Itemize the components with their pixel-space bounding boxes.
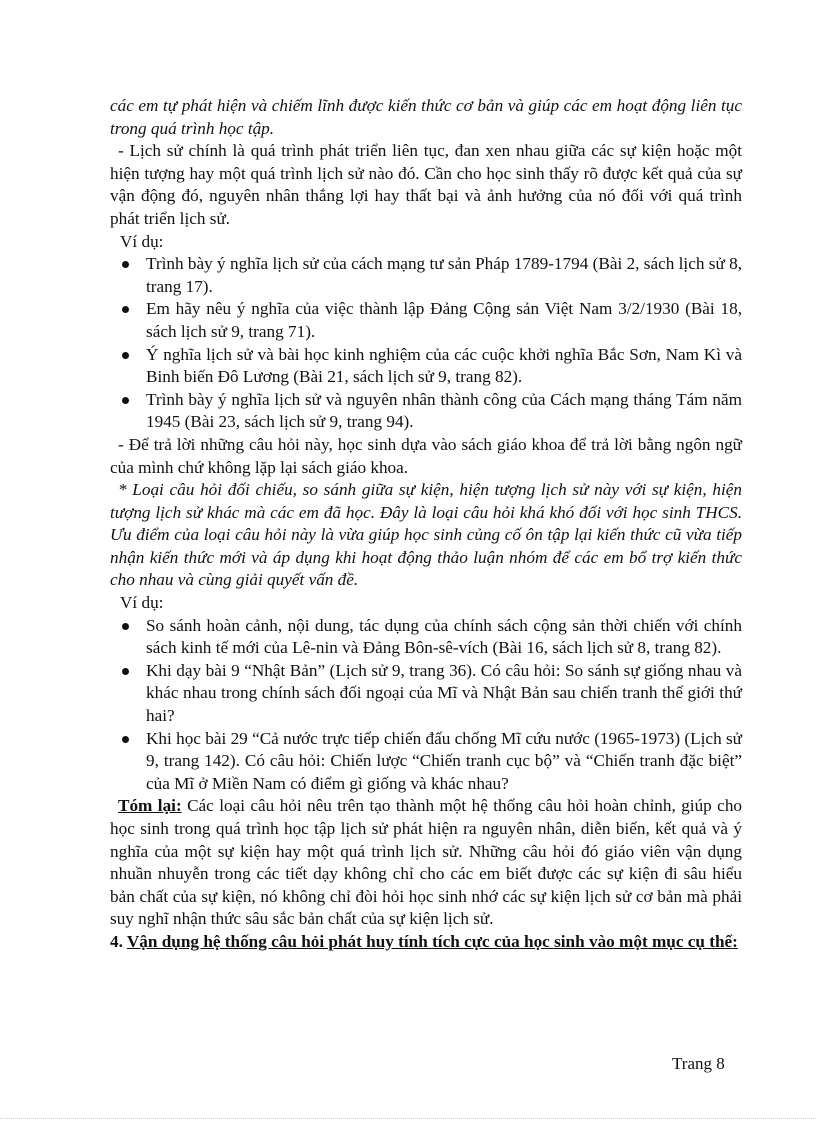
section-title: Vận dụng hệ thống câu hỏi phát huy tính tích cực của học sinh vào một mục cụ thể: [126,931,738,951]
list-item: Khi học bài 29 “Cả nước trực tiếp chiến đấu chống Mĩ cứu nước (1965-1973) (Lịch sử 9, trang 142). Có câu hỏi: Chiến lược “Chiến tranh cục bộ” và “Chiến tranh đặc biệt” của Mĩ ở Miền Nam có điểm gì giống và khác nhau? [110,728,742,796]
list-item: Khi dạy bài 9 “Nhật Bản” (Lịch sử 9, trang 36). Có câu hỏi: So sánh sự giống nhau và khác nhau trong chính sách đối ngoại của Mĩ và Nhật Bản sau chiến tranh thế giới thứ hai? [110,660,742,728]
bullet-icon [122,623,129,630]
bullet-icon [122,352,129,359]
summary-text: Các loại câu hỏi nêu trên tạo thành một hệ thống câu hỏi hoàn chỉnh, giúp cho học sinh trong quá trình học tập lịch sử phát hiện ra nguyên nhân, diễn biến, kết quả và ý nghĩa của một sự kiện hay một quá trình lịch sử. Những câu hỏi đó giáo viên vận dụng nhuần nhuyễn trong các tiết dạy không chỉ cho các em biết được các sự kiện đi sâu hiểu bản chất của sự kiện, nó không chỉ đòi hỏi học sinh nhớ các sự kiện lịch sử cơ bản mà phải suy nghĩ nhận thức sâu sắc bản chất của sự kiện lịch sử. [110,796,743,929]
list-item: Em hãy nêu ý nghĩa của việc thành lập Đảng Cộng sản Việt Nam 3/2/1930 (Bài 18, sách lịch sử 9, trang 71). [110,298,742,343]
compare-paragraph: * Loại câu hỏi đối chiếu, so sánh giữa sự kiện, hiện tượng lịch sử này với sự kiện, hiện tượng lịch sử khác mà các em đã học. Đây là loại câu hỏi khá khó đối với học sinh THCS. Ưu điểm của loại câu hỏi này là vừa giúp học sinh củng cố ôn tập lại kiến thức cũ vừa tiếp nhận kiến thức mới và áp dụng khi hoạt động thảo luận nhóm để các em bổ trợ kiến thức cho nhau và cùng giải quyết vấn đề. [110,480,742,590]
example-list-1 [110,253,742,434]
answer-paragraph: - Để trả lời những câu hỏi này, học sinh dựa vào sách giáo khoa để trả lời bằng ngôn ngữ của mình chứ không lặp lại sách giáo khoa. [110,434,742,477]
page-edge-divider [0,1118,816,1119]
section-number: 4. [110,931,127,951]
bullet-icon [122,668,129,675]
bullet-icon [122,736,129,743]
list-item: Trình bày ý nghĩa lịch sử và nguyên nhân thành công của Cách mạng tháng Tám năm 1945 (Bài 23, sách lịch sử 9, trang 94). [110,389,742,434]
summary-label: Tóm lại: [118,796,182,816]
intro-paragraph: các em tự phát hiện và chiếm lĩnh được kiến thức cơ bản và giúp các em hoạt động liên tục trong quá trình học tập. [110,96,742,138]
list-item: Ý nghĩa lịch sử và bài học kinh nghiệm của các cuộc khởi nghĩa Bắc Sơn, Nam Kì và Binh biến Đô Lương (Bài 21, sách lịch sử 9, trang 82). [110,344,742,389]
example-list-2 [110,615,742,796]
page-number: Trang 8 [672,1054,725,1073]
summary-paragraph [110,795,742,931]
bullet-icon [122,397,129,404]
list-item: So sánh hoàn cảnh, nội dung, tác dụng của chính sách cộng sản thời chiến với chính sách kinh tế mới của Lê-nin và Đảng Bôn-sê-vích (Bài 16, sách lịch sử 8, trang 82). [110,615,742,660]
history-paragraph: - Lịch sử chính là quá trình phát triển liên tục, đan xen nhau giữa các sự kiện hoặc một hiện tượng hay một quá trình lịch sử nào đó. Cần cho học sinh thấy rõ được kết quả của sự vận động đó, nguyên nhân thắng lợi hay thất bại và ảnh hưởng của nó đối với quá trình phát triển lịch sử. [110,141,742,228]
document-page [110,95,742,954]
example-label-2: Ví dụ: [120,593,164,613]
list-item: Trình bày ý nghĩa lịch sử của cách mạng tư sản Pháp 1789-1794 (Bài 2, sách lịch sử 8, trang 17). [110,253,742,298]
bullet-icon [122,306,129,313]
example-label-1: Ví dụ: [120,231,164,251]
bullet-icon [122,261,129,268]
section-heading [110,931,742,954]
